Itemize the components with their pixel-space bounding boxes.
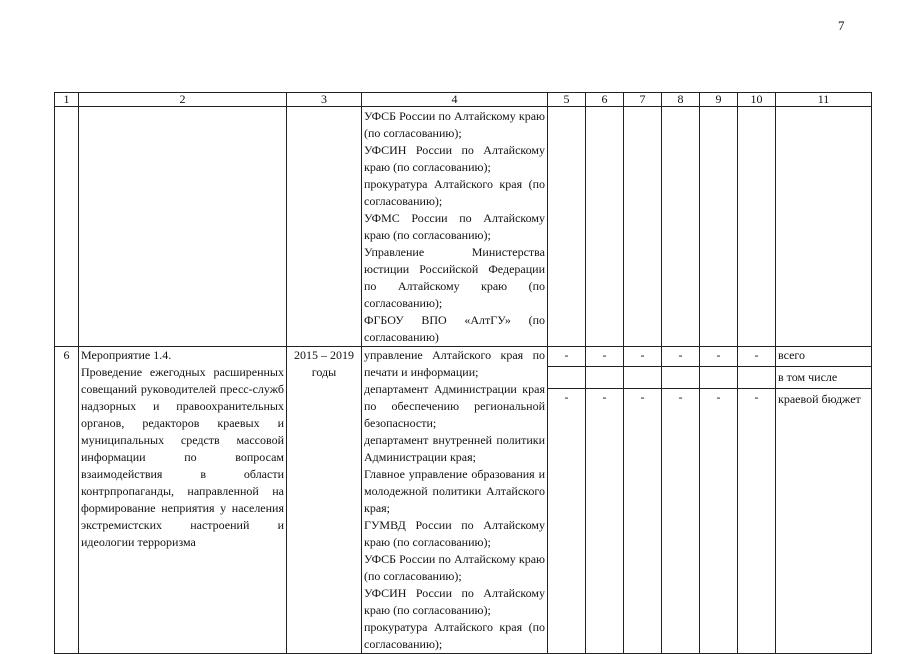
executors-cell — [362, 347, 548, 654]
cell-empty — [79, 107, 287, 347]
value-cell — [586, 366, 624, 388]
executor-line: УФСБ России по Алтайскому краю (по согласованию); — [364, 552, 545, 583]
value-cell: - — [586, 388, 624, 654]
executor-line: УФСИН России по Алтайскому краю (по согласованию); — [364, 586, 545, 617]
executor-line: УФСБ России по Алтайскому краю (по согласованию); — [364, 109, 545, 140]
value-cell — [624, 366, 662, 388]
executor-line: ГУМВД России по Алтайскому краю (по согласованию); — [364, 518, 545, 549]
value-cell: - — [548, 347, 586, 367]
continued-row — [55, 107, 872, 347]
header-cell: 7 — [624, 93, 662, 107]
executor-line: Управление Министерства юстиции Российской Федерации по Алтайскому краю (по согласованию); — [364, 245, 545, 310]
value-cell: - — [586, 347, 624, 367]
header-cell: 6 — [586, 93, 624, 107]
executor-line: Главное управление образования и молодежной политики Алтайского края; — [364, 467, 545, 515]
row-number: 6 — [55, 347, 79, 654]
period-cell: 2015 – 2019 годы — [287, 347, 362, 654]
executor-line: департамент Администрации края по обеспечению региональной безопасности; — [364, 382, 545, 430]
executor-line: ФГБОУ ВПО «АлтГУ» (по согласованию) — [364, 313, 545, 344]
page-number: 7 — [838, 18, 845, 33]
cell-empty — [586, 107, 624, 347]
header-cell: 1 — [55, 93, 79, 107]
source-label: в том числе — [776, 366, 872, 388]
cell-empty — [624, 107, 662, 347]
cell-empty — [55, 107, 79, 347]
executors-cell — [362, 107, 548, 347]
header-cell: 8 — [662, 93, 700, 107]
cell-empty — [548, 107, 586, 347]
cell-empty — [700, 107, 738, 347]
executor-line: управление Алтайского края по печати и информации; — [364, 348, 545, 379]
executor-line: прокуратура Алтайского края (по согласованию); — [364, 177, 545, 208]
source-label: краевой бюджет — [776, 388, 872, 654]
executor-line: прокуратура Алтайского края (по согласованию); — [364, 620, 545, 651]
program-table — [54, 92, 872, 654]
value-cell: - — [700, 388, 738, 654]
cell-empty — [287, 107, 362, 347]
header-cell: 10 — [738, 93, 776, 107]
value-cell — [548, 366, 586, 388]
header-cell: 4 — [362, 93, 548, 107]
cell-empty — [776, 107, 872, 347]
value-cell: - — [662, 388, 700, 654]
measure-description: Проведение ежегодных расширенных совещаний руководителей пресс-служб надзорных и правоохранительных органов, редакторов краевых и муниципальных средств массовой информации по вопросам взаимодействия в области контрпропаганды, направленной на формирование неприятия у населения экстремистских настроений и идеологии терроризма — [81, 365, 284, 549]
value-cell — [738, 366, 776, 388]
header-row — [55, 93, 872, 107]
executor-line: УФСИН России по Алтайскому краю (по согласованию); — [364, 143, 545, 174]
cell-empty — [662, 107, 700, 347]
value-cell — [700, 366, 738, 388]
executor-line: департамент внутренней политики Администрации края; — [364, 433, 545, 464]
value-cell: - — [548, 388, 586, 654]
row6-total — [55, 347, 872, 367]
value-cell: - — [700, 347, 738, 367]
cell-empty — [738, 107, 776, 347]
source-label: всего — [776, 347, 872, 367]
value-cell: - — [624, 388, 662, 654]
measure-title: Мероприятие 1.4. — [81, 348, 172, 362]
header-cell: 2 — [79, 93, 287, 107]
value-cell — [662, 366, 700, 388]
executor-line: УФМС России по Алтайскому краю (по согласованию); — [364, 211, 545, 242]
header-cell: 3 — [287, 93, 362, 107]
header-cell: 5 — [548, 93, 586, 107]
header-cell: 11 — [776, 93, 872, 107]
measure-cell — [79, 347, 287, 654]
value-cell: - — [738, 388, 776, 654]
value-cell: - — [662, 347, 700, 367]
value-cell: - — [738, 347, 776, 367]
value-cell: - — [624, 347, 662, 367]
header-cell: 9 — [700, 93, 738, 107]
